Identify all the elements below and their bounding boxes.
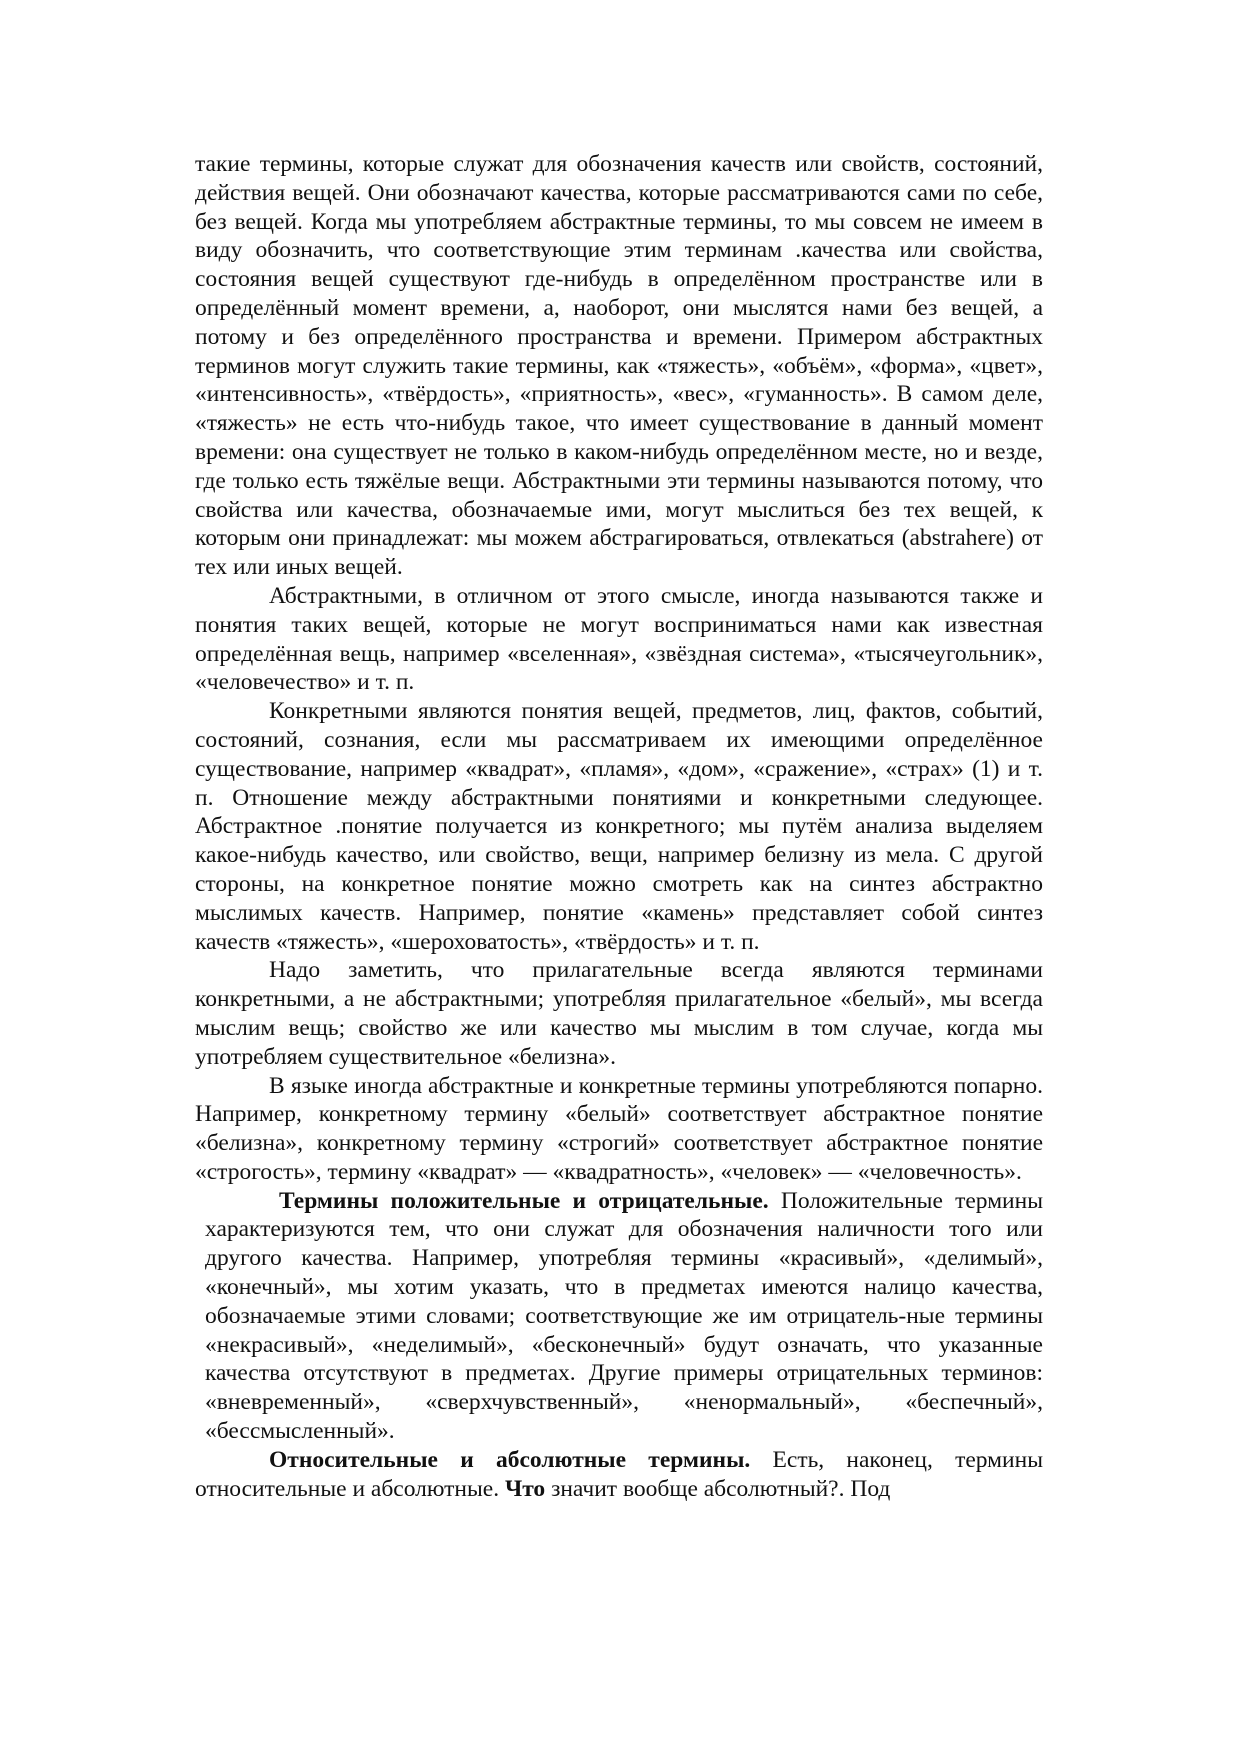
- paragraph-positive-negative: [205, 1187, 1043, 1446]
- paragraph-abstract-other-sense: Абстрактными, в отличном от этого смысле, иногда называются также и понятия таких вещей, которые не могут восприниматься нами как известная определённая вещь, например «вселенная», «звёздная система», «тысячеугольник», «человечество» и т. п.: [195, 582, 1043, 696]
- paragraph-relative-absolute-text-a: Есть, наконец, термины относительные и абсолютные.: [195, 1446, 1043, 1502]
- paragraph-paired-terms: В языке иногда абстрактные и конкретные термины употребляются попарно. Например, конкретному термину «белый» соответствует абстрактное понятие «белизна», конкретному термину «строгий» соответствует абстрактное понятие «строгость», термину «квадрат» — «квадратность», «человек» — «человечность».: [195, 1072, 1043, 1185]
- section-heading-relative-absolute: Относительные и абсолютные термины.: [269, 1446, 751, 1473]
- paragraph-relative-absolute-text-b: значит вообще абсолютный?. Под: [551, 1475, 891, 1502]
- paragraph-adjectives: Надо заметить, что прилагательные всегда являются терминами конкретными, а не абстрактными; употребляя прилагательное «белый», мы всегда мыслим вещь; свойство же или качество мы мыслим в том случае, когда мы употребляем существительное «белизна».: [195, 957, 1043, 1070]
- section-heading-positive-negative: Термины положительные и отрицательные.: [279, 1187, 769, 1214]
- paragraph-concrete-terms: Конкретными являются понятия вещей, предметов, лиц, фактов, событий, состояний, сознания, если мы рассматриваем их имеющими определённое существование, например «квадрат», «пламя», «дом», «сражение», «страх» (1) и т. п. Отношение между абстрактными понятиями и конкретными следующее. Абстрактное .понятие получается из конкретного; мы путём анализа выделяем какое-нибудь качество, или свойство, вещи, например белизну из мела. С другой стороны, на конкретное понятие можно смотреть как на синтез абстрактно мыслимых качеств. Например, понятие «камень» представляет собой синтез качеств «тяжесть», «шероховатость», «твёрдость» и т. п.: [195, 698, 1043, 955]
- paragraph-relative-absolute: [195, 1446, 1043, 1504]
- emphasis-word: Что: [504, 1475, 546, 1502]
- document-page: [195, 150, 1043, 1503]
- paragraph-abstract-terms: такие термины, которые служат для обозначения качеств или свойств, состояний, действия вещей. Они обозначают качества, которые рассматриваются сами по себе, без вещей. Когда мы употребляем абстрактные термины, то мы совсем не имеем в виду обозначить, что соответствующие этим терминам .качества или свойства, состояния вещей существуют где-нибудь в определённом пространстве или в определённый момент времени, а, наоборот, они мыслятся нами без вещей, а потому и без определённого пространства и времени. Примером абстрактных терминов могут служить такие термины, как «тяжесть», «объём», «форма», «цвет», «интенсивность», «твёрдость», «приятность», «вес», «гуманность». В самом деле, «тяжесть» не есть что-нибудь такое, что имеет существование в данный момент времени: она существует не только в каком-нибудь определённом месте, но и везде, где только есть тяжёлые вещи. Абстрактными эти термины называются потому, что свойства или качества, обозначаемые ими, могут мыслиться без тех вещей, к которым они принадлежат: мы можем абстрагироваться, отвлекаться (abstrahere) от тех или иных вещей.: [195, 151, 1043, 581]
- paragraph-positive-negative-text: Положительные термины характеризуются тем, что они служат для обозначения наличности того или другого качества. Например, употребляя термины «красивый», «делимый», «конечный», мы хотим указать, что в предметах имеются налицо качества, обозначаемые этими словами; соответствующие же им отрицатель-ные термины «некрасивый», «неделимый», «бесконечный» будут означать, что указанные качества отсутствуют в предметах. Другие примеры отрицательных терминов: «вневременный», «сверхчувственный», «ненормальный», «беспечный», «бессмысленный».: [205, 1187, 1044, 1445]
